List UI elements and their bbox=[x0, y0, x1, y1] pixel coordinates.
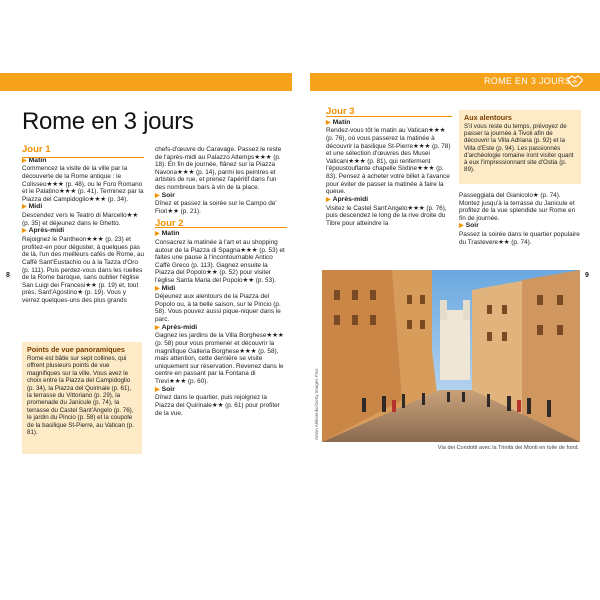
midi-text: Déjeunez aux alentours de la Piazza del Popolo ou, à la belle saison, sur le Pincio (p. 58). Vous pouvez aussi pique-niquer dans le parc. bbox=[155, 293, 281, 324]
section-label: ROME EN 3 JOURS bbox=[484, 76, 572, 86]
triangle-icon: ▶ bbox=[155, 386, 160, 393]
page-title: Rome en 3 jours bbox=[22, 108, 194, 135]
box-text: Rome est bâtie sur sept collines, qui offrent plusieurs points de vue magnifiques sur la ville. Vous avez le choix entre la Piazza del Campidoglio (p. 34), la Piazza del Quirinale (p. 61), la terrasse du Vittoriano (p. 29), la promenade du Janicule (p. 74), la terrasse du Castel Sant'Angelo (p. 76), le jardin du Pincio (p. 58) et la coupole de la basilique St-Pierre, au Vatican (p. 81). bbox=[27, 355, 134, 437]
matin-text: Consacrez la matinée à l'art et au shopping autour de la Piazza di Spagna★★★ (p. 53) et faites une pause à l'incontournable Antico Caffè Greco (p. 113). Gagnez ensuite la Piazza del Popolo★★ (p. 52) pour visiter l'église Santa Maria del Popolo★★ (p. 53). bbox=[155, 238, 285, 284]
box-text: S'il vous reste du temps, prévoyez de passer la journée à Tivoli afin de découvrir la Villa Adriana (p. 92) et la Villa d'Este (p. 94). Les passionnés d'archéologie romaine iront visiter quant à eux l'impressionnant site d'Ostia (p. 89). bbox=[464, 123, 574, 174]
surroundings-box bbox=[459, 110, 581, 184]
panoramic-views-box bbox=[22, 342, 142, 454]
column-1 bbox=[22, 146, 144, 304]
matin-heading: ▶ Matin bbox=[22, 156, 47, 164]
soir-heading: ▶ Soir bbox=[459, 222, 479, 230]
column-4 bbox=[459, 192, 583, 246]
day-3-title: Jour 3 bbox=[326, 106, 355, 117]
soir-heading-2: ▶ Soir bbox=[155, 385, 175, 393]
page-number-left: 8 bbox=[6, 272, 10, 279]
box-title: Aux alentours bbox=[464, 113, 512, 122]
continued-text: chefs-d'œuvre du Caravage. Passez le reste de l'après-midi au Palazzo Altemps★★★ (p. 18). En fin de journée, flânez sur la Piazza Navona★★★ (p. 14), parmi les peintres et artistes de rue, et prenez l'apéritif dans l'un des nombreux bars à vin de la place. bbox=[155, 146, 282, 191]
apres-midi-text: Visitez le Castel Sant'Angelo★★★ (p. 76), puis descendez le long de la rive droite du Tibre pour atteindre la bbox=[326, 204, 447, 227]
street-photo bbox=[322, 270, 580, 442]
midi-heading: ▶ Midi bbox=[155, 284, 176, 292]
box-title: Points de vue panoramiques bbox=[27, 345, 125, 354]
photo-credit: Anton Aleksenko/Getty Images Plus bbox=[314, 368, 319, 440]
matin-heading: ▶ Matin bbox=[155, 230, 180, 238]
page-number-right: 9 bbox=[585, 272, 589, 279]
apres-midi-heading: ▶ Après-midi bbox=[22, 227, 65, 235]
soir-text: Passez la soirée dans le quartier populaire du Trastevere★★ (p. 74). bbox=[459, 231, 580, 246]
triangle-icon: ▶ bbox=[155, 324, 160, 331]
soir-heading: ▶ Soir bbox=[155, 191, 175, 199]
triangle-icon: ▶ bbox=[326, 196, 331, 203]
apres-midi-text: Rejoignez le Pantheon★★★ (p. 23) et profitez-en pour déguster, à quelques pas de là, l'un des meilleurs cafés de Rome, au Caffè Sant'Eustachio ou à la Tazza d'Oro (p. 111). Puis perdez-vous dans les ruelles de la Rome baroque, sans oublier l'église San Luigi dei Francesi★★ (p. 19) et, tout près, Sant'Agostino★ (p. 19). Vous y verrez quelques-uns des plus grands bbox=[22, 236, 144, 304]
triangle-icon: ▶ bbox=[155, 285, 160, 292]
triangle-icon: ▶ bbox=[326, 119, 331, 126]
midi-heading: ▶ Midi bbox=[22, 203, 43, 211]
photo-caption: Via dei Condotti avec la Trinità dei Monti en toile de fond. bbox=[437, 445, 579, 451]
apres-midi-heading: ▶ Après-midi bbox=[326, 195, 369, 203]
continued-text: Passeggiata del Gianicolo★ (p. 74). Montez jusqu'à la terrasse du Janicule et profitez de la vue splendide sur Rome en fin de journée. bbox=[459, 192, 576, 222]
triangle-icon: ▶ bbox=[22, 157, 27, 164]
triangle-icon: ▶ bbox=[22, 228, 27, 235]
apres-midi-heading: ▶ Après-midi bbox=[155, 323, 198, 331]
handshake-icon bbox=[567, 74, 583, 88]
matin-text: Rendez-vous tôt le matin au Vatican★★★ (p. 76), où vous passerez la matinée à découvrir la basilique St-Pierre★★★ (p. 78) et une sélection d'œuvres des Musei Vaticani★★★ (p. 81), qui renferment l'époustouflante chapelle Sixtine★★★ (p. 83). Pensez à acheter votre billet à l'avance pour éviter de passer la matinée à faire la queue. bbox=[326, 127, 451, 196]
triangle-icon: ▶ bbox=[459, 223, 464, 230]
triangle-icon: ▶ bbox=[22, 204, 27, 211]
matin-heading: ▶ Matin bbox=[326, 118, 351, 126]
day-1-title: Jour 1 bbox=[22, 144, 51, 155]
apres-midi-text: Gagnez les jardins de la Villa Borghese★★★ (p. 58) pour vous promener et découvrir la magnifique Galleria Borghese★★★ (p. 58), mais attention, cette dernière se visite uniquement sur réservation. Revenez dans le centre en passant par la Fontana di Trevi★★★ (p. 60). bbox=[155, 332, 284, 386]
day-2-title: Jour 2 bbox=[155, 217, 184, 229]
column-3 bbox=[326, 108, 452, 227]
triangle-icon: ▶ bbox=[155, 192, 160, 199]
triangle-icon: ▶ bbox=[155, 231, 160, 238]
column-2 bbox=[155, 146, 287, 417]
left-header-band bbox=[0, 73, 292, 91]
matin-text: Commencez la visite de la ville par la découverte de la Rome antique : le Colisseo★★★ (p. 48), ou le Foro Romano et le Palatino★★★ (p. 41). Terminez par la Piazza del Campidoglio★★★ (p. 34). bbox=[22, 165, 144, 203]
day-1-divider bbox=[22, 157, 144, 158]
midi-text: Descendez vers le Teatro di Marcello★★ (p. 35) et déjeunez dans le Ghetto. bbox=[22, 212, 139, 227]
soir-text-2: Dînez dans le quartier, puis rejoignez la Piazza del Quirinale★★ (p. 61) pour profiter de la vue. bbox=[155, 394, 280, 417]
soir-text: Dînez et passez la soirée sur le Campo de' Fiori★★ (p. 21). bbox=[155, 200, 277, 215]
